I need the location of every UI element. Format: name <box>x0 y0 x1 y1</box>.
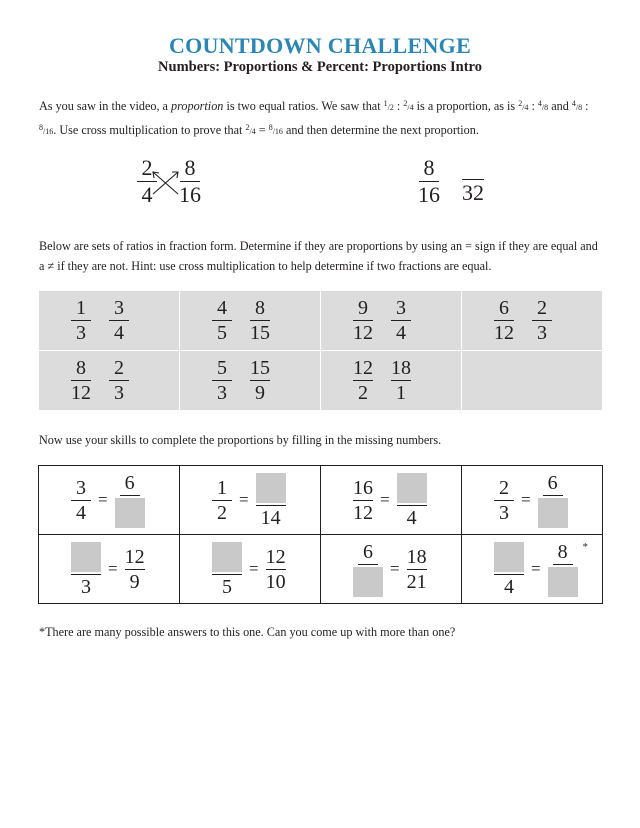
fill-cell: $\frac{1}{2}$ = 14 <box>180 466 321 535</box>
next-proportion-fraction-a: $\frac{8}{16}$ <box>418 155 440 207</box>
answer-box[interactable] <box>548 567 578 597</box>
ratio-cell[interactable]: $\frac{8}{12}$ $\frac{2}{3}$ <box>39 351 180 411</box>
instructions-ratios: Below are sets of ratios in fraction form. Determine if they are proportions by using an = sign if they are equal and a ≠ if they are not. Hint: use cross multiplication to help determine if two fractions are equal. <box>39 239 598 273</box>
next-proportion <box>418 157 498 207</box>
ratio-cell[interactable]: $\frac{5}{3}$ $\frac{15}{9}$ <box>180 351 321 411</box>
ratio-cell[interactable]: $\frac{12}{2}$ $\frac{18}{1}$ <box>321 351 462 411</box>
fill-cell: $\frac{16}{12}$ = 4 <box>321 466 462 535</box>
answer-box[interactable] <box>494 542 524 572</box>
answer-box[interactable] <box>353 567 383 597</box>
fill-grid <box>38 465 603 604</box>
answer-box[interactable] <box>115 498 145 528</box>
instructions-fill: Now use your skills to complete the proportions by filling in the missing numbers. <box>39 433 442 447</box>
footnote: *There are many possible answers to this one. Can you come up with more than one? <box>39 625 456 639</box>
ratio-grid <box>38 290 603 411</box>
answer-box[interactable] <box>212 542 242 572</box>
answer-box[interactable] <box>256 473 286 503</box>
fill-cell: * 4 = 8 <box>462 535 603 604</box>
answer-box[interactable] <box>538 498 568 528</box>
answer-box[interactable] <box>71 542 101 572</box>
ratio-cell[interactable]: $\frac{4}{5}$ $\frac{8}{15}$ <box>180 291 321 351</box>
ratio-cell[interactable]: $\frac{6}{12}$ $\frac{2}{3}$ <box>462 291 603 351</box>
fill-cell: 6 = $\frac{18}{21}$ <box>321 535 462 604</box>
demo-fraction-b: $\frac{8}{16}$ <box>179 155 201 207</box>
fill-cell: $\frac{3}{4}$ = 6 <box>39 466 180 535</box>
page-title: COUNTDOWN CHALLENGE <box>168 33 472 58</box>
demo-fraction-a: $\frac{2}{4}$ <box>137 157 157 206</box>
intro-paragraph: As you saw in the video, a proportion is two equal ratios. We saw that $^1$/2 : $^2$/4 is a proportion, as is $^2$/4 : $^4$/8 and $^4$/8 : $^8$/16. Use cross multiplication to prove that $^2$/4 = $^8$/16 and then determine the next proportion. <box>39 99 589 137</box>
answer-box[interactable] <box>397 473 427 503</box>
fill-cell: $\frac{2}{3}$ = 6 <box>462 466 603 535</box>
ratio-cell[interactable]: $\frac{9}{12}$ $\frac{3}{4}$ <box>321 291 462 351</box>
blank-numerator[interactable] <box>462 157 484 180</box>
fill-cell: 3 = $\frac{12}{9}$ <box>39 535 180 604</box>
fill-cell: 5 = $\frac{12}{10}$ <box>180 535 321 604</box>
footnote-marker: * <box>582 541 588 553</box>
cross-arrows-icon <box>151 169 181 197</box>
page-subtitle: Numbers: Proportions & Percent: Proportions Intro <box>158 59 482 75</box>
cross-multiplication-demo <box>137 157 207 207</box>
ratio-cell[interactable]: $\frac{1}{3}$ $\frac{3}{4}$ <box>39 291 180 351</box>
ratio-cell-empty <box>462 351 603 411</box>
next-proportion-fraction-b: 32 <box>462 157 484 204</box>
